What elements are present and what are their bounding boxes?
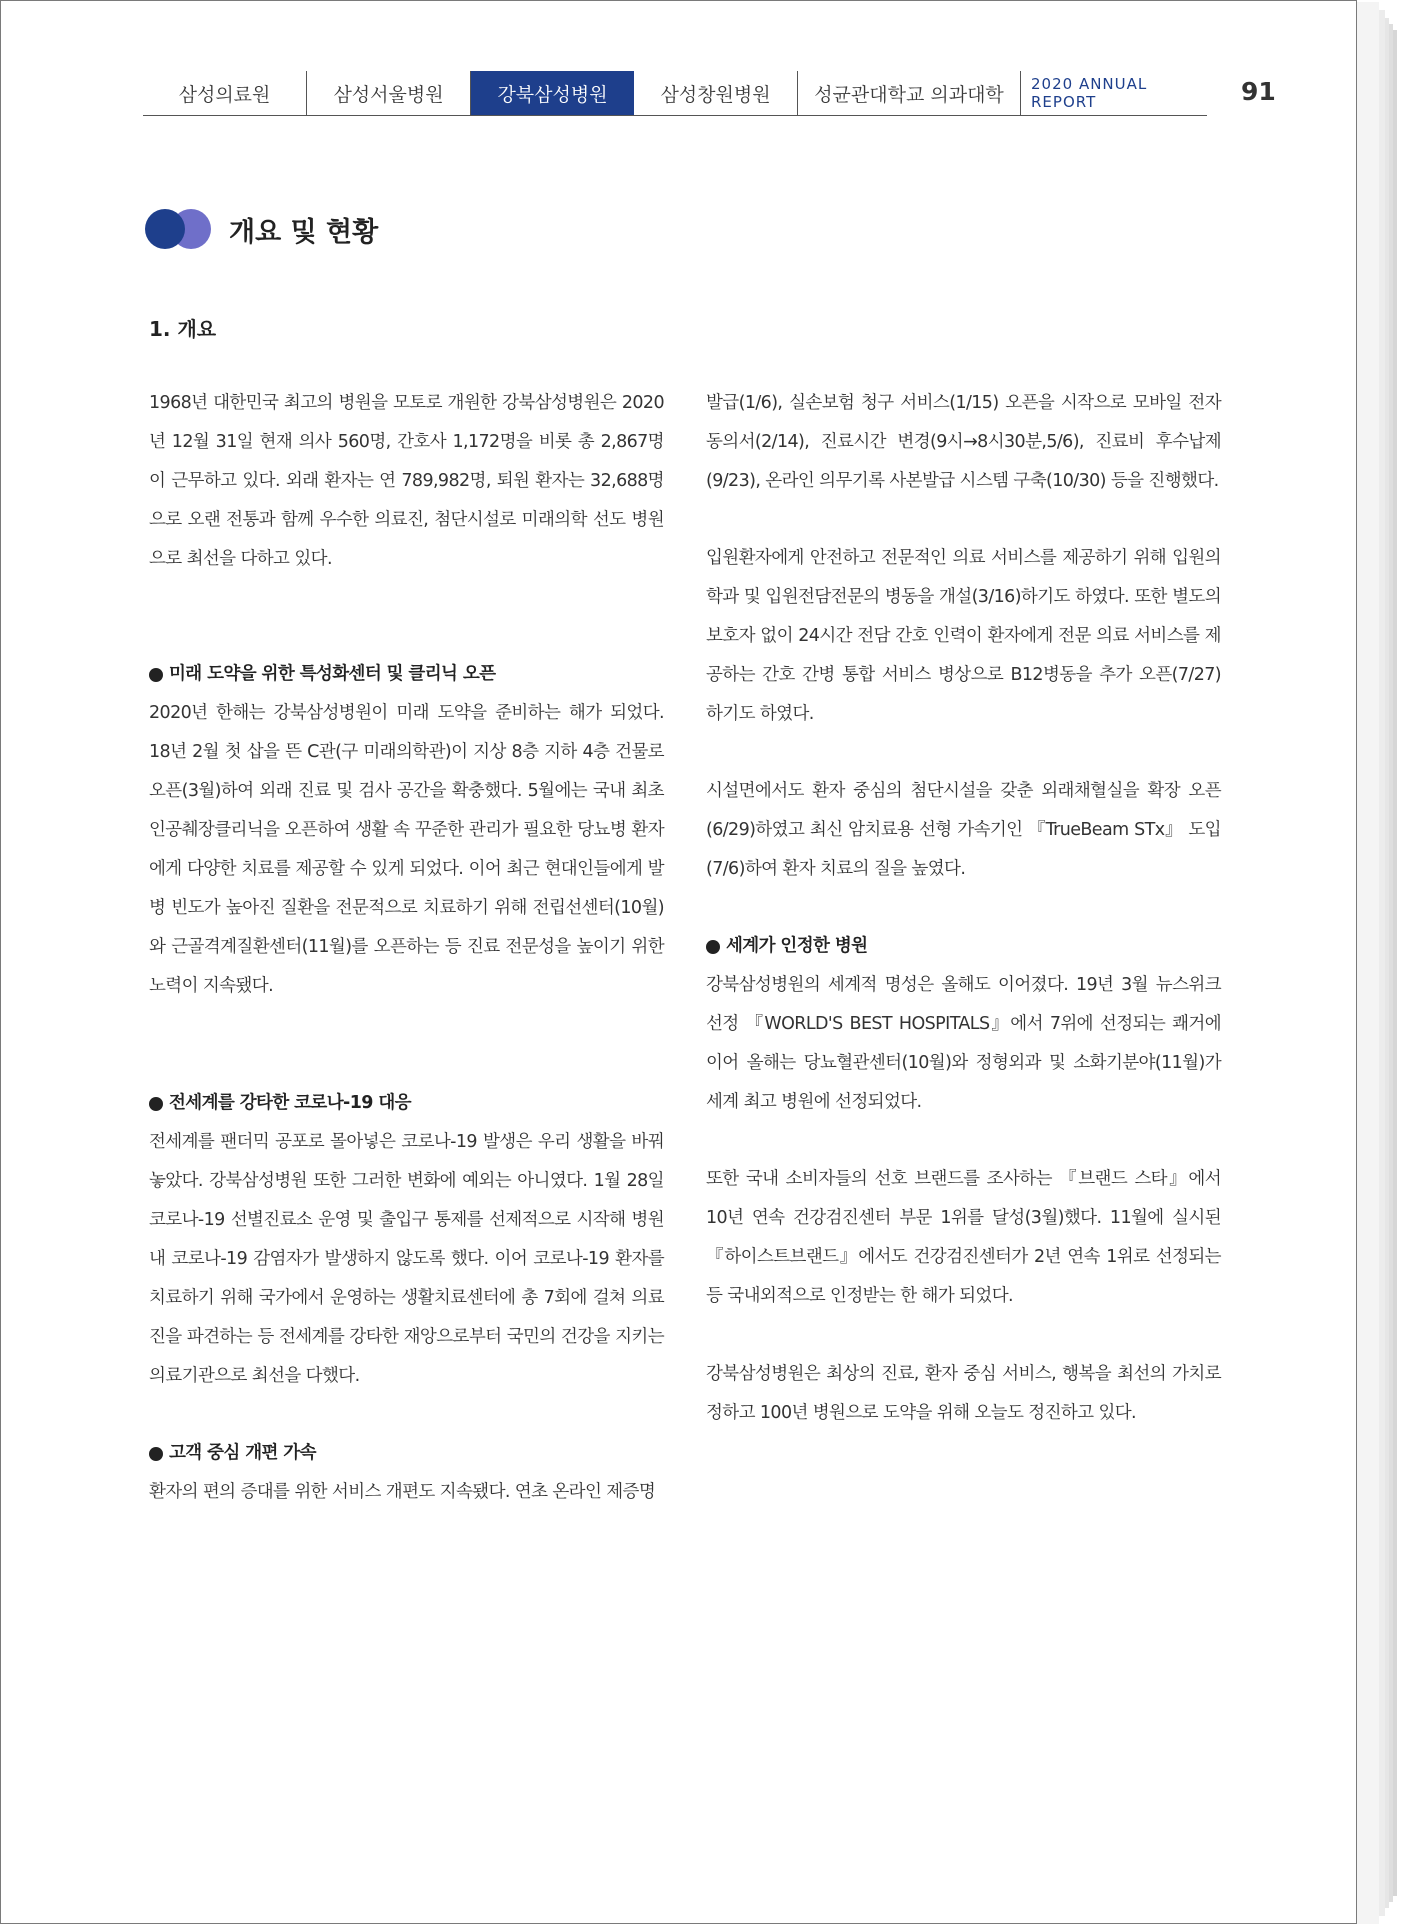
double-circle-icon (145, 207, 213, 251)
body-paragraph: 입원환자에게 안전하고 전문적인 의료 서비스를 제공하기 위해 입원의학과 및 입원전담전문의 병동을 개설(3/16)하기도 하였다. 또한 별도의 보호자 없이 24시간 전담 간호 인력이 환자에게 전문 의료 서비스를 제공하는 간호 간병 통합 서비스 병상으로 B12병동을 추가 오픈(7/27) 하기도 하였다. (706, 548, 1221, 724)
tab-samsung-changwon-hospital[interactable]: 삼성창원병원 (634, 71, 798, 115)
intro-paragraph: 1968년 대한민국 최고의 병원을 모토로 개원한 강북삼성병원은 2020년 12월 31일 현재 의사 560명, 간호사 1,172명을 비롯 총 2,867명이 근무하고 있다. 외래 환자는 연 789,982명, 퇴원 환자는 32,688명으로 오랜 전통과 함께 우수한 의료진, 첨단시설로 미래의학 선도 병원으로 최선을 다하고 있다. (149, 393, 664, 569)
right-para-6 (706, 1355, 1221, 1433)
right-para-2 (706, 539, 1221, 734)
bullet-heading: 전세계를 강타한 코로나-19 대응 (149, 1084, 664, 1123)
body-paragraph: 발급(1/6), 실손보험 청구 서비스(1/15) 오픈을 시작으로 모바일 전자동의서(2/14), 진료시간 변경(9시→8시30분,5/6), 진료비 후수납제(9/23), 온라인 의무기록 사본발급 시스템 구축(10/30) 등을 진행했다. (706, 393, 1221, 491)
section-title: 개요 및 현황 (229, 216, 379, 248)
body-paragraph: 강북삼성병원은 최상의 진료, 환자 중심 서비스, 행복을 최선의 가치로 정하고 100년 병원으로 도약을 위해 오늘도 정진하고 있다. (706, 1364, 1221, 1423)
body-paragraph: 시설면에서도 환자 중심의 첨단시설을 갖춘 외래채혈실을 확장 오픈(6/29)하였고 최신 암치료용 선형 가속기인 『TrueBeam STx』 도입(7/6)하여 환자 치료의 질을 높였다. (706, 781, 1221, 879)
right-section (706, 927, 1221, 1122)
body-paragraph: 강북삼성병원의 세계적 명성은 올해도 이어졌다. 19년 3월 뉴스위크 선정 『WORLD'S BEST HOSPITALS』에서 7위에 선정되는 쾌거에 이어 올해는 당뇨혈관센터(10월)와 정형외과 및 소화기분야(11월)가 세계 최고 병원에 선정되었다. (706, 975, 1221, 1112)
right-para-1 (706, 384, 1221, 501)
page-edge (1356, 2, 1379, 1924)
tab-skku-medicine[interactable]: 성균관대학교 의과대학 (814, 83, 1004, 106)
bullet-dot-icon (149, 1097, 163, 1111)
page-number: 91 (1241, 77, 1276, 106)
body-paragraph: 또한 국내 소비자들의 선호 브랜드를 조사하는 『브랜드 스타』에서 10년 연속 건강검진센터 부문 1위를 달성(3월)했다. 11월에 실시된 『하이스트브랜드』에서도 건강검진센터가 2년 연속 1위로 선정되는 등 국내외적으로 인정받는 한 해가 되었다. (706, 1169, 1221, 1306)
body-paragraph: 전세계를 팬더믹 공포로 몰아넣은 코로나-19 발생은 우리 생활을 바꿔놓았다. 강북삼성병원 또한 그러한 변화에 예외는 아니였다. 1월 28일 코로나-19 선별진료소 운영 및 출입구 통제를 선제적으로 시작해 병원내 코로나-19 감염자가 발생하지 않도록 했다. 이어 코로나-19 환자를 치료하기 위해 국가에서 운영하는 생활치료센터에 총 7회에 걸쳐 의료진을 파견하는 등 전세계를 강타한 재앙으로부터 국민의 건강을 지키는 의료기관으로 최선을 다했다. (149, 1132, 664, 1386)
section-heading (145, 207, 378, 251)
tab-samsung-medical-center[interactable]: 삼성의료원 (143, 71, 307, 115)
header-nav (143, 71, 1207, 116)
tab-kangbuk-samsung-hospital[interactable]: 강북삼성병원 (471, 71, 634, 115)
bullet-heading: 고객 중심 개편 가속 (149, 1434, 664, 1473)
bullet-heading: 세계가 인정한 병원 (706, 927, 1221, 966)
tab-samsung-seoul-hospital[interactable]: 삼성서울병원 (307, 71, 471, 115)
left-section-3 (149, 1434, 664, 1512)
bullet-dot-icon (706, 940, 720, 954)
bullet-dot-icon (149, 668, 163, 682)
left-column (149, 384, 664, 579)
left-section-2 (149, 1084, 664, 1396)
bullet-heading: 미래 도약을 위한 특성화센터 및 클리닉 오픈 (149, 655, 664, 694)
right-para-5 (706, 1160, 1221, 1316)
body-paragraph: 2020년 한해는 강북삼성병원이 미래 도약을 준비하는 해가 되었다. 18년 2월 첫 삽을 뜬 C관(구 미래의학관)이 지상 8층 지하 4층 건물로 오픈(3월)하여 외래 진료 및 검사 공간을 확충했다. 5월에는 국내 최초 인공췌장클리닉을 오픈하여 생활 속 꾸준한 관리가 필요한 당뇨병 환자에게 다양한 치료를 제공할 수 있게 되었다. 이어 최근 현대인들에게 발병 빈도가 높아진 질환을 전문적으로 치료하기 위해 전립선센터(10월)와 근골격계질환센터(11월)를 오픈하는 등 진료 전문성을 높이기 위한 노력이 지속됐다. (149, 703, 664, 996)
bullet-dot-icon (149, 1447, 163, 1461)
subheading: 1. 개요 (149, 317, 217, 341)
left-section-1 (149, 655, 664, 1006)
report-label: 2020 ANNUAL REPORT (1020, 71, 1207, 115)
right-para-3 (706, 772, 1221, 889)
body-paragraph: 환자의 편의 증대를 위한 서비스 개편도 지속됐다. 연초 온라인 제증명 (149, 1482, 656, 1502)
